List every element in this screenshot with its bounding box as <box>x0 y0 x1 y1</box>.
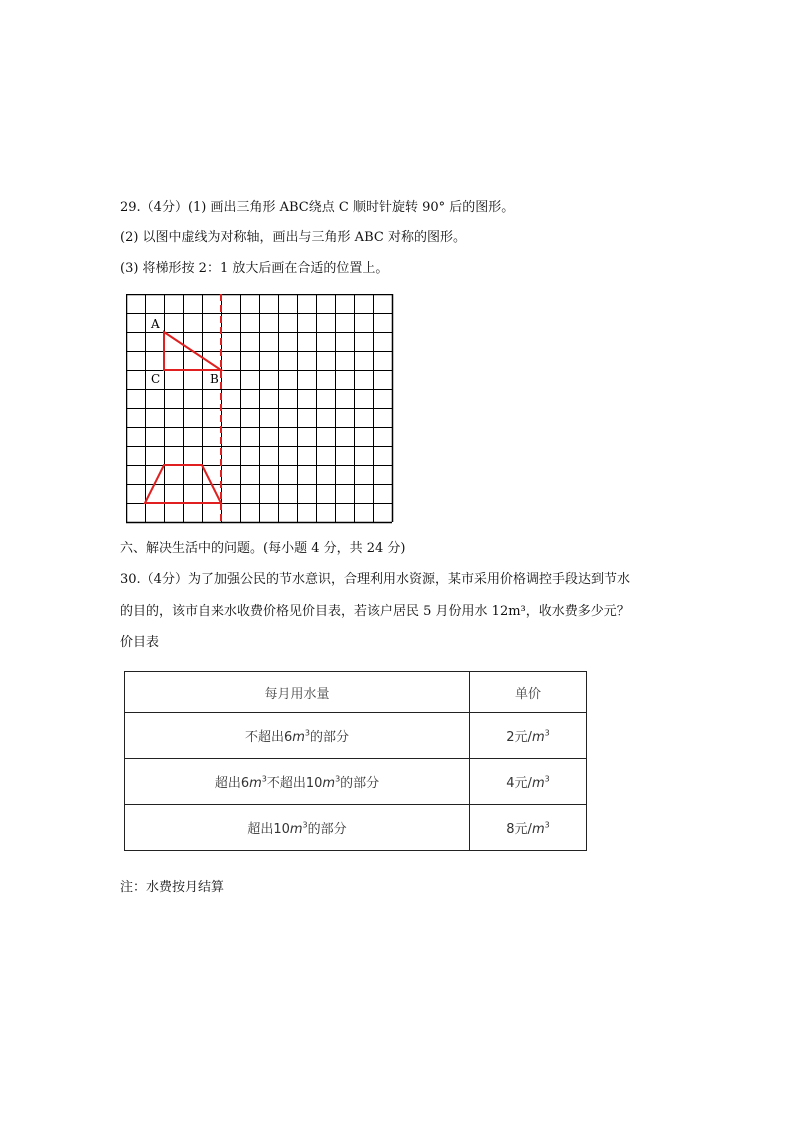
label-a: A <box>151 317 160 331</box>
q30-line3: 价目表 <box>120 635 160 650</box>
q30-line2: 的目的，该市自来水收费价格见价目表，若该户居民 5 月份用水 12m³，收水费多少元？ <box>120 604 630 619</box>
table-row <box>125 759 587 805</box>
usage-cell: 不超出$6m^3$的部分 <box>125 713 470 759</box>
table-header-row <box>125 672 587 713</box>
q29-line2: (2) 以图中虚线为对称轴，画出与三角形 ABC 对称的图形。 <box>120 230 466 245</box>
usage-cell: 超出$6m^3$不超出$10m^3$的部分 <box>125 759 470 805</box>
usage-cell: 超出$10m^3$的部分 <box>125 805 470 851</box>
q29-line3: (3) 将梯形按 2：1 放大后画在合适的位置上。 <box>120 261 389 276</box>
section6-heading: 六、解决生活中的问题。(每小题 4 分，共 24 分) <box>120 541 406 556</box>
label-c: C <box>151 372 161 386</box>
price-table <box>124 671 587 851</box>
q30-line1: 30.（4分）为了加强公民的节水意识，合理利用水资源，某市采用价格调控手段达到节水 <box>120 572 630 587</box>
header-price: 单价 <box>470 672 587 713</box>
price-cell: 4元$/m^3$ <box>470 759 587 805</box>
header-usage: 每月用水量 <box>125 672 470 713</box>
grid-lines <box>126 294 393 523</box>
table-row <box>125 805 587 851</box>
price-cell: 2元$/m^3$ <box>470 713 587 759</box>
label-b: B <box>210 372 219 386</box>
footnote: 注：水费按月结算 <box>120 880 225 895</box>
price-cell: 8元$/m^3$ <box>470 805 587 851</box>
grid-svg <box>126 294 394 526</box>
q29-line1: 29.（4分）(1) 画出三角形 ABC绕点 C 顺时针旋转 90° 后的图形。 <box>120 200 515 215</box>
grid-figure <box>126 294 394 530</box>
table-row <box>125 713 587 759</box>
